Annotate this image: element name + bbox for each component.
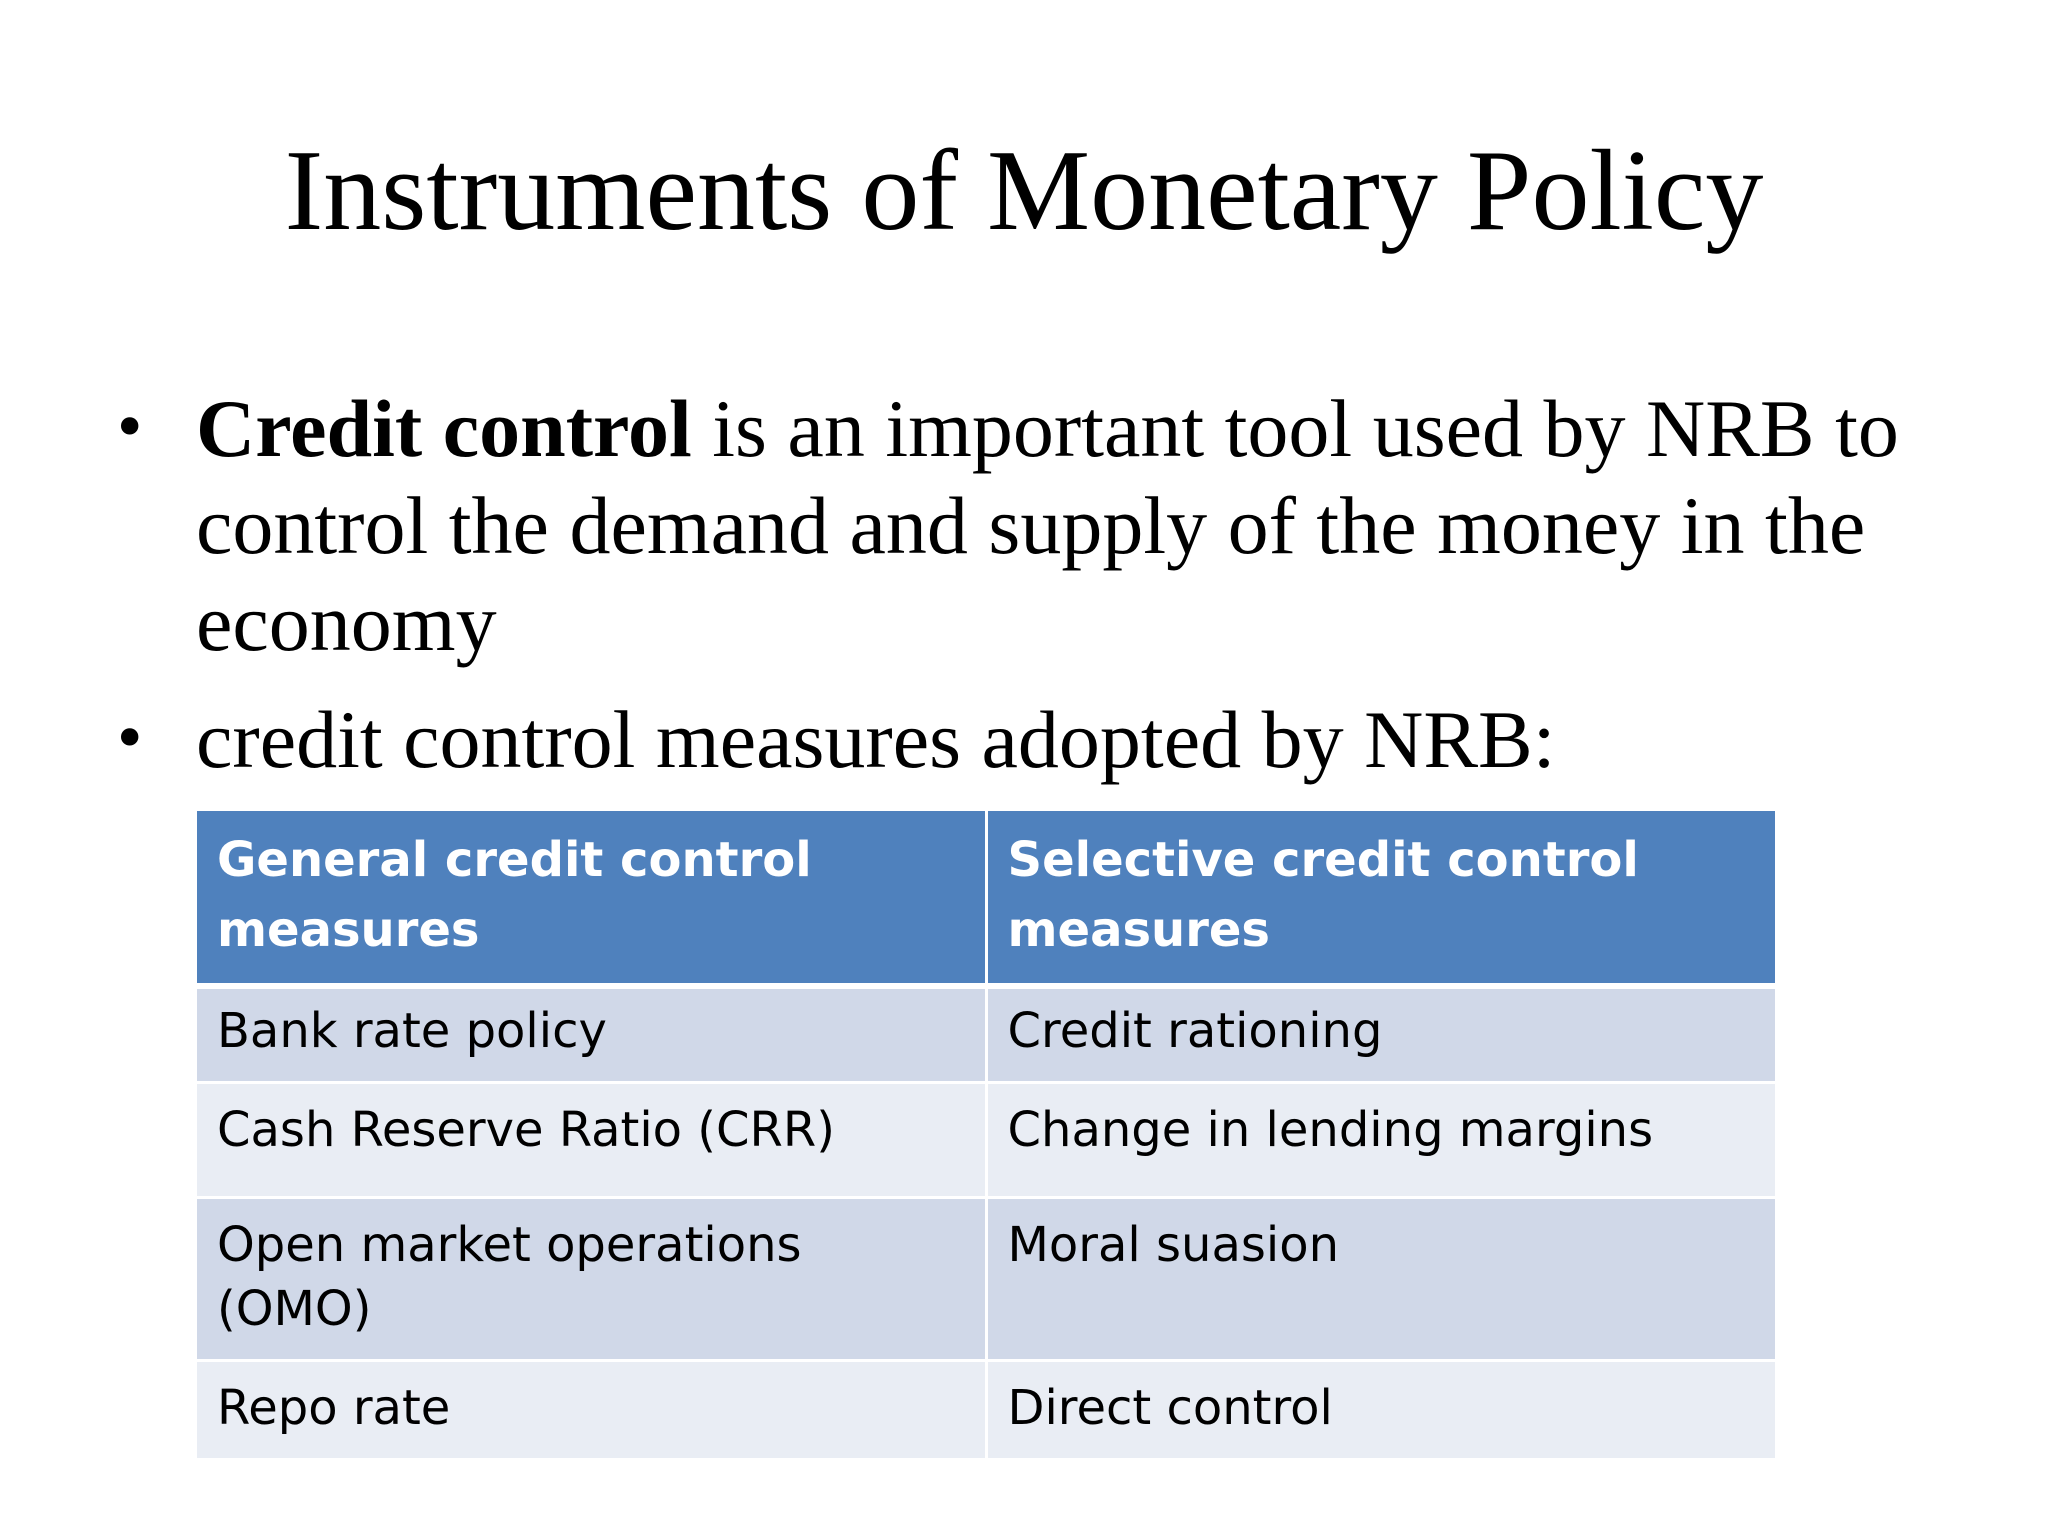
bullet-icon: • [112, 704, 148, 774]
header-general: General credit control measures [196, 810, 987, 987]
table-cell: Change in lending margins [986, 1083, 1777, 1198]
table-cell: Repo rate [196, 1361, 987, 1460]
bullet-item [0, 691, 2048, 788]
table-row [196, 1198, 1777, 1361]
bullet-icon: • [112, 393, 148, 463]
measures-table-wrapper [194, 808, 1778, 1461]
bullet-text: credit control measures adopted by NRB: [196, 694, 1556, 785]
header-selective: Selective credit control measures [986, 810, 1777, 987]
table-row [196, 986, 1777, 1083]
bullet-text: is an important tool used by NRB to control the demand and supply of the money in the economy [196, 383, 1899, 668]
slide-title: Instruments of Monetary Policy [284, 127, 1764, 255]
table-cell: Credit rationing [986, 986, 1777, 1083]
bullet-item [0, 380, 2048, 671]
measures-table [194, 808, 1778, 1461]
bullet-bold-lead: Credit control [196, 383, 692, 474]
table-cell: Cash Reserve Ratio (CRR) [196, 1083, 987, 1198]
table-cell: Direct control [986, 1361, 1777, 1460]
bullet-list [0, 380, 2048, 788]
table-cell: Moral suasion [986, 1198, 1777, 1361]
table-cell: Bank rate policy [196, 986, 987, 1083]
table-row [196, 1361, 1777, 1460]
table-header-row [196, 810, 1777, 987]
table-row [196, 1083, 1777, 1198]
table-cell: Open market operations (OMO) [196, 1198, 987, 1361]
